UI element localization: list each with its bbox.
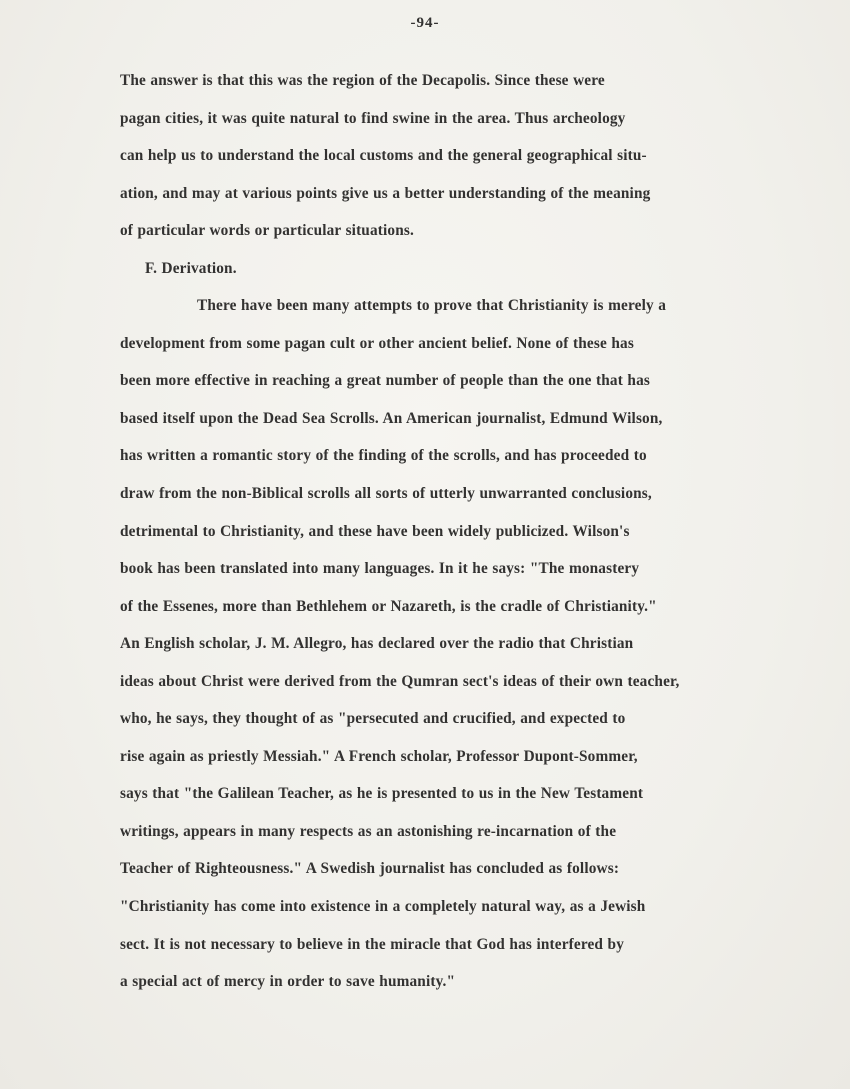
text-line: rise again as priestly Messiah." A French scholar, Professor Dupont-Sommer,	[120, 747, 638, 765]
text-line: says that "the Galilean Teacher, as he is presented to us in the New Testament	[120, 785, 644, 803]
text-line: book has been translated into many languages. In it he says: "The monastery	[120, 560, 640, 578]
quote-line: a special act of mercy in order to save humanity."	[120, 973, 456, 991]
text-line: can help us to understand the local customs and the general geographical situ-	[120, 147, 647, 165]
paragraph-start-line: There have been many attempts to prove that Christianity is merely a	[197, 297, 667, 315]
text-line: has written a romantic story of the finding of the scrolls, and has proceeded to	[120, 447, 647, 465]
text-line: Teacher of Righteousness." A Swedish journalist has concluded as follows:	[120, 860, 620, 878]
text-line: pagan cities, it was quite natural to find swine in the area. Thus archeology	[120, 109, 626, 127]
section-heading: F. Derivation.	[145, 259, 237, 277]
text-line: draw from the non-Biblical scrolls all sorts of utterly unwarranted conclusions,	[120, 485, 652, 503]
text-line: who, he says, they thought of as "persecuted and crucified, and expected to	[120, 710, 626, 728]
text-line: of the Essenes, more than Bethlehem or Nazareth, is the cradle of Christianity."	[120, 597, 657, 615]
text-line: based itself upon the Dead Sea Scrolls. An American journalist, Edmund Wilson,	[120, 409, 663, 427]
text-line: An English scholar, J. M. Allegro, has declared over the radio that Christian	[120, 635, 634, 653]
text-line: detrimental to Christianity, and these have been widely publicized. Wilson's	[120, 522, 630, 540]
quote-line: "Christianity has come into existence in a completely natural way, as a Jewish	[120, 898, 646, 916]
text-line: ideas about Christ were derived from the Qumran sect's ideas of their own teacher,	[120, 672, 680, 690]
text-line: been more effective in reaching a great number of people than the one that has	[120, 372, 650, 390]
body-text	[120, 68, 790, 1007]
text-line: ation, and may at various points give us a better understanding of the meaning	[120, 184, 651, 202]
page-number: -94-	[410, 15, 440, 31]
quote-line: sect. It is not necessary to believe in the miracle that God has interfered by	[120, 935, 625, 953]
text-line: development from some pagan cult or other ancient belief. None of these has	[120, 334, 634, 352]
text-line: The answer is that this was the region of the Decapolis. Since these were	[120, 72, 605, 89]
text-line: of particular words or particular situations.	[120, 222, 414, 240]
text-line: writings, appears in many respects as an astonishing re-incarnation of the	[120, 822, 617, 840]
